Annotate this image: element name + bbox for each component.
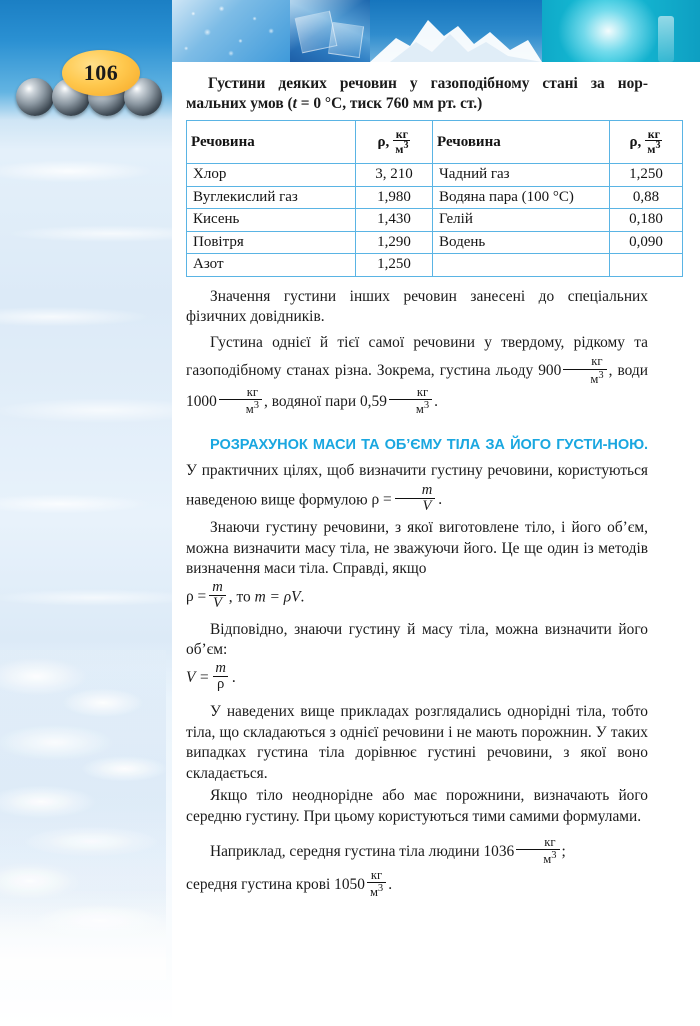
unit-fraction-vapour (389, 386, 432, 417)
table-row (187, 164, 683, 187)
unit-numerator: кг (246, 385, 259, 400)
temperature-symbol: t (292, 94, 297, 112)
formula-v-label: V = (186, 668, 210, 686)
table-header (187, 121, 683, 164)
fraction-numerator-m: m (421, 481, 433, 498)
formula-period: . (438, 491, 443, 509)
unit-exponent: 3 (253, 400, 260, 412)
table-row (187, 186, 683, 209)
unit-denominator-text: м (369, 885, 378, 900)
page-number: 106 (83, 60, 119, 85)
formula-rho-equals-m-over-v-2 (186, 578, 229, 612)
fraction-m-over-v (394, 483, 437, 515)
table-title (186, 74, 648, 113)
unit-denominator (219, 399, 262, 416)
density-value-left: 1,430 (356, 209, 433, 232)
unit-denominator (516, 849, 559, 866)
table-title-line1: Густини деяких речовин у газоподібному стані за нор- (208, 75, 648, 92)
fraction-numerator-m: m (212, 578, 223, 595)
metal-ball (16, 78, 54, 116)
substance-name-right (433, 254, 610, 277)
p8-text-c: середня густина крові 1050 (186, 875, 365, 893)
fraction-denominator-v: V (395, 498, 436, 514)
table-row (187, 209, 683, 232)
formula-rho-label: ρ = (371, 491, 392, 509)
density-value-right: 0,180 (610, 209, 683, 232)
unit-denominator-text: м (647, 141, 656, 156)
formula-period: . (300, 588, 305, 606)
substance-name-left: Хлор (187, 164, 356, 187)
header-density-left (356, 121, 433, 164)
p8-text-a: Наприклад, середня густина тіла людини 1036 (210, 843, 515, 861)
formula-connector: , то (228, 588, 251, 606)
blue-glow-image (542, 0, 700, 62)
unit-denominator (367, 882, 386, 899)
rho-symbol-left: ρ, (377, 133, 390, 150)
density-value-left: 1,250 (356, 254, 433, 277)
substance-name-right: Чадний газ (433, 164, 610, 187)
p5-text: Відповідно, знаючи густину й масу тіла, можна визначити його об’єм: (186, 620, 648, 659)
unit-denominator (563, 369, 606, 386)
unit-denominator-text: м (590, 371, 599, 386)
unit-denominator-text: м (245, 402, 254, 417)
substance-name-left: Вуглекислий газ (187, 186, 356, 209)
density-value-left: 1,290 (356, 231, 433, 254)
unit-fraction-human (516, 836, 559, 867)
paragraph-states-density (186, 330, 648, 418)
unit-numerator: кг (395, 126, 409, 141)
paragraph-knowing-density (186, 518, 648, 579)
fraction-denominator-rho: ρ (213, 676, 228, 692)
unit-denominator (645, 140, 662, 155)
unit-numerator: кг (647, 126, 661, 141)
density-table (186, 120, 683, 277)
formula-line-mass (186, 578, 648, 614)
paragraph-average-density: Якщо тіло неоднорідне або має порожнини, визначають його середню густину. При цьому користуються тими самими формулами. (186, 787, 648, 825)
formula-v-equals-m-over-rho (186, 659, 236, 692)
header-density-right (610, 121, 683, 164)
density-value-right: 0,88 (610, 186, 683, 209)
p3-text: У практичних цілях, щоб визначити густину речовини, користуються наведеною вище формулою (186, 462, 648, 509)
unit-numerator: кг (591, 354, 603, 369)
density-value-left: 3, 210 (356, 164, 433, 187)
substance-name-left: Азот (187, 254, 356, 277)
substance-name-left: Кисень (187, 209, 356, 232)
paragraph-volume (186, 620, 648, 661)
p2-text-a: Густина однієї й тієї самої речовини у твердому, рідкому та газоподібному станах різна. Зокрема, густина льоду 900 (186, 333, 648, 380)
section-heading: РОЗРАХУНОК МАСИ ТА ОБ’ЄМУ ТІЛА ЗА ЙОГО ГУСТИ-НОЮ. (210, 436, 648, 453)
paragraph-blood-density (186, 867, 648, 901)
unit-fraction-left (393, 128, 410, 155)
unit-fraction-ice (563, 355, 606, 386)
p4-text: Знаючи густину речовини, з якої виготовлене тіло, і його об’єм, можна визначити масу тіла, не зважуючи його. Це ще один із методів визначення маси тіла. Справді, якщо (186, 519, 648, 578)
table-title-line2-prefix: мальних умов ( (186, 94, 293, 112)
table-title-line2-suffix: = 0 °C, тиск 760 мм рт. ст.) (296, 94, 483, 112)
unit-denominator-text: м (415, 402, 424, 417)
fraction-m-over-v (208, 580, 227, 612)
unit-denominator-text: м (543, 852, 552, 867)
unit-exponent: 3 (598, 369, 604, 381)
unit-exponent: 3 (551, 850, 557, 862)
substance-name-right: Гелій (433, 209, 610, 232)
content-column (186, 74, 663, 903)
paragraph-other-substances: Значення густини інших речовин занесені до спеціальних фізичних довідників. (186, 287, 648, 326)
page-number-badge (62, 50, 140, 96)
formula-period: . (231, 668, 236, 686)
sky-streaks-image (0, 140, 172, 660)
table-header-row (187, 121, 683, 164)
left-decorative-margin (0, 0, 172, 1026)
density-value-right: 1,250 (610, 164, 683, 187)
density-value-right (610, 254, 683, 277)
fraction-m-over-rho (211, 661, 230, 693)
header-substance-right: Речовина (433, 121, 610, 164)
p2-text-b: , води 1000 (186, 362, 648, 410)
unit-denominator-text: м (395, 141, 404, 156)
unit-fraction-blood (367, 869, 386, 900)
paragraph-human-blood-density (186, 837, 648, 868)
table-row (187, 254, 683, 277)
p8-text-b: ; (561, 843, 566, 861)
unit-denominator (389, 399, 432, 416)
fraction-numerator-m: m (215, 659, 226, 676)
density-value-left: 1,980 (356, 186, 433, 209)
rho-symbol-right: ρ, (629, 133, 642, 150)
p2-text-d: . (434, 392, 438, 410)
snowy-mountains-image (370, 0, 542, 62)
unit-exponent: 3 (655, 139, 661, 151)
density-value-right: 0,090 (610, 231, 683, 254)
table-row (187, 231, 683, 254)
p8-text-d: . (388, 875, 393, 893)
substance-name-left: Повітря (187, 231, 356, 254)
unit-fraction-right (645, 128, 662, 155)
substance-name-right: Водень (433, 231, 610, 254)
formula-rho-equals-m-over-v (371, 481, 443, 515)
unit-exponent: 3 (423, 400, 430, 412)
ice-cubes-image (290, 0, 370, 62)
unit-numerator: кг (416, 385, 429, 400)
fraction-denominator-v: V (209, 595, 226, 611)
clouds-photo-image (0, 650, 166, 980)
unit-exponent: 3 (403, 139, 409, 151)
unit-numerator: кг (370, 867, 383, 882)
unit-numerator: кг (544, 835, 556, 850)
table-body (187, 164, 683, 277)
substance-name-right: Водяна пара (100 °C) (433, 186, 610, 209)
formula-rho-label: ρ = (186, 588, 207, 606)
paragraph-homogeneous-bodies: У наведених вище прикладах розглядались однорідні тіла, тобто тіла, що складаються з однієї речовини і не мають порожнин. У таких випадках густина тіла дорівнює густині речовини, з якої воно складається. (186, 703, 648, 782)
unit-exponent: 3 (377, 883, 384, 895)
header-substance-left: Речовина (187, 121, 356, 164)
unit-fraction-water (219, 386, 262, 417)
top-banner (172, 0, 700, 62)
formula-line-volume (186, 659, 648, 695)
bubbles-image (172, 0, 290, 62)
unit-denominator (393, 140, 410, 155)
paragraph-section-mass-volume (186, 432, 648, 517)
formula-mass-equals-rho-v: m = ρV (254, 588, 301, 606)
p2-text-c: , водяної пари 0,59 (264, 392, 387, 410)
